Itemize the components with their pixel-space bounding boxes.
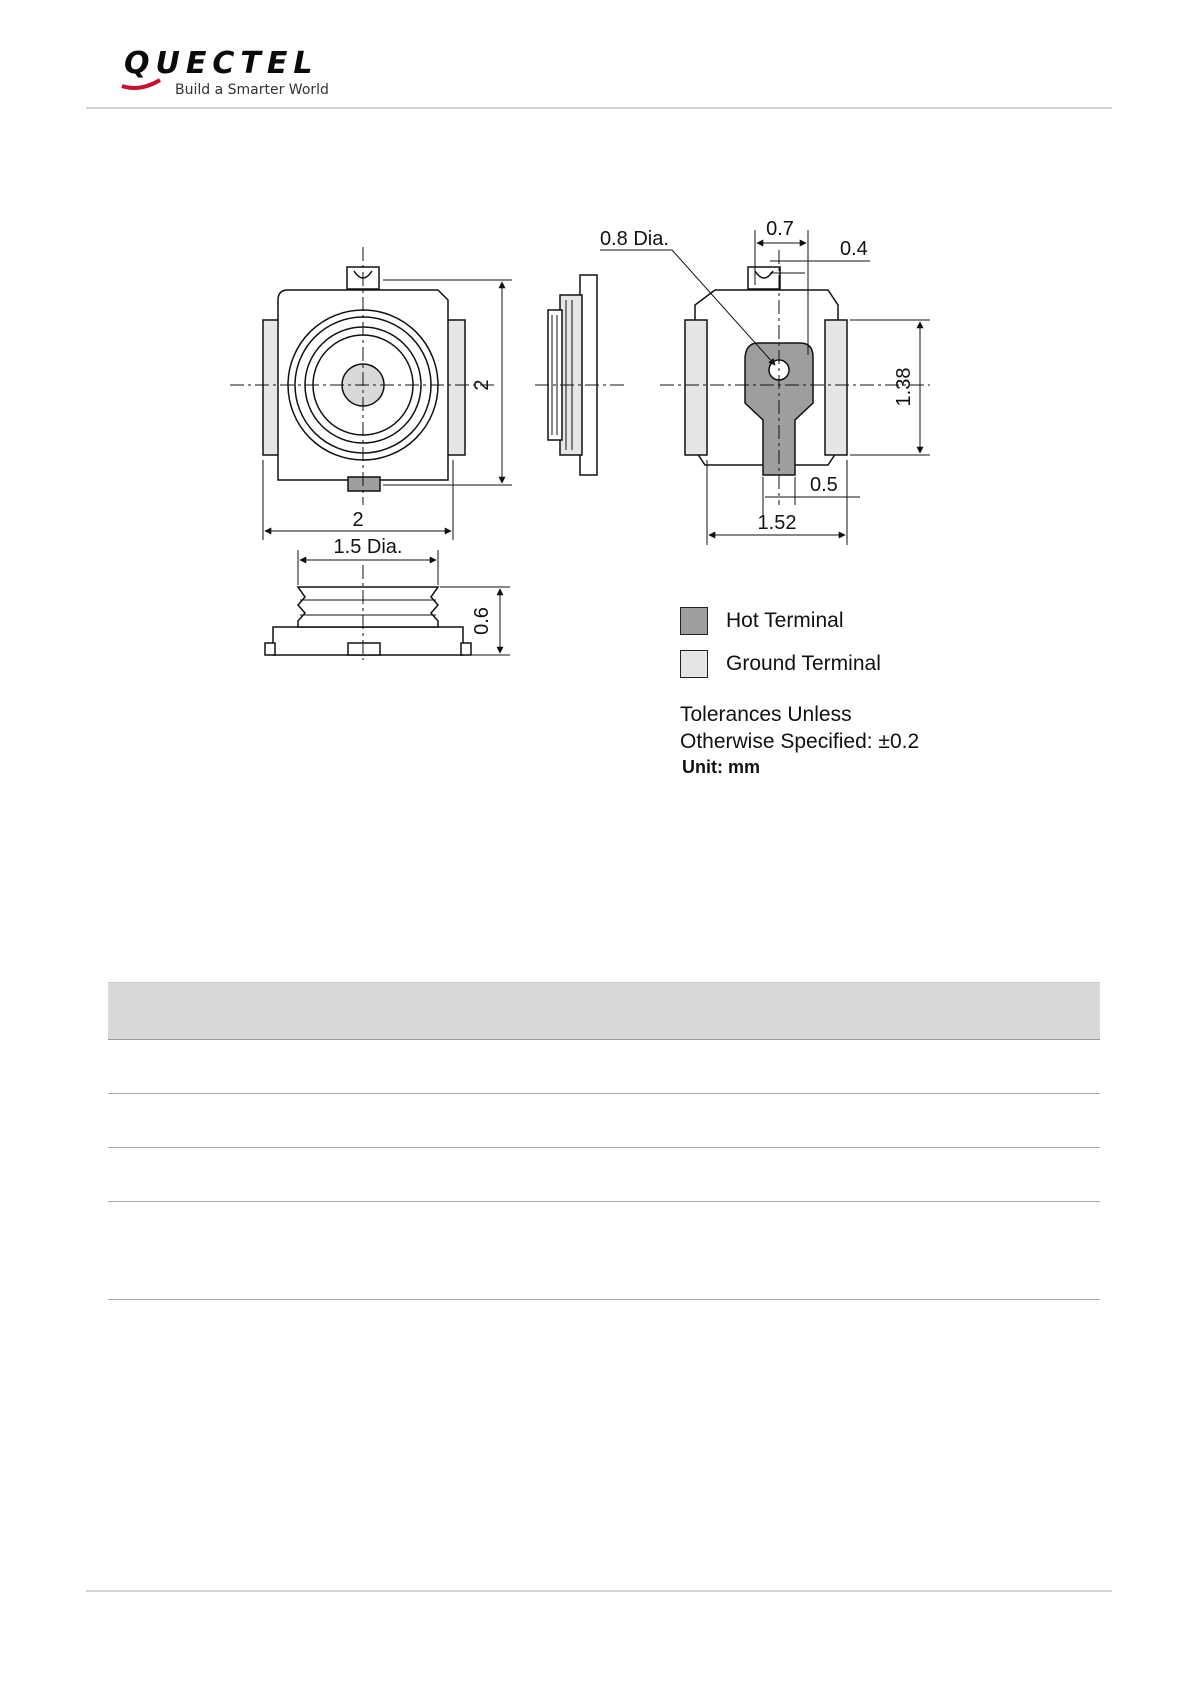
table-row xyxy=(108,1040,1100,1094)
hole-diameter-dim: 0.8 Dia. xyxy=(600,228,669,250)
hot-terminal-swatch xyxy=(680,607,708,635)
tolerance-note-line1: Tolerances Unless xyxy=(680,703,852,726)
top-view xyxy=(230,247,512,540)
hot-terminal-label: Hot Terminal xyxy=(726,609,844,632)
pad-height-dim: 1.38 xyxy=(893,367,915,407)
page-header xyxy=(0,0,1191,110)
table-row xyxy=(108,1148,1100,1202)
ground-terminal-swatch xyxy=(680,650,708,678)
body-diameter-dim: 1.5 Dia. xyxy=(333,536,403,558)
pad-top-width-dim: 0.7 xyxy=(766,218,794,240)
footer-divider xyxy=(86,1590,1112,1592)
ground-terminal-label: Ground Terminal xyxy=(726,652,881,675)
logo-wordmark: QUECTEL xyxy=(124,46,319,81)
connector-drawing-svg xyxy=(230,215,990,790)
pad-span-dim: 1.52 xyxy=(757,512,797,534)
table-row xyxy=(108,1202,1100,1300)
spec-table xyxy=(108,982,1100,1300)
unit-note: Unit: mm xyxy=(682,757,760,777)
legend-hot-terminal xyxy=(680,605,844,637)
side-profile-view xyxy=(535,275,625,475)
legend-ground-terminal xyxy=(680,648,881,680)
top-view-height-dim: 2 xyxy=(471,379,493,391)
stem-width-dim: 0.5 xyxy=(810,474,838,496)
header-divider xyxy=(86,107,1112,109)
connector-drawing xyxy=(230,215,990,790)
pad-view xyxy=(600,230,930,545)
notch-width-dim: 0.4 xyxy=(840,238,868,260)
table-row xyxy=(108,1094,1100,1148)
table-header-row xyxy=(108,982,1100,1040)
body-height-dim: 0.6 xyxy=(471,607,493,635)
top-view-width-dim: 2 xyxy=(352,509,364,531)
quectel-logo xyxy=(120,44,380,100)
front-elevation-view xyxy=(265,550,510,660)
logo-tagline: Build a Smarter World xyxy=(175,82,329,98)
tolerance-note-line2: Otherwise Specified: ±0.2 xyxy=(680,730,920,753)
